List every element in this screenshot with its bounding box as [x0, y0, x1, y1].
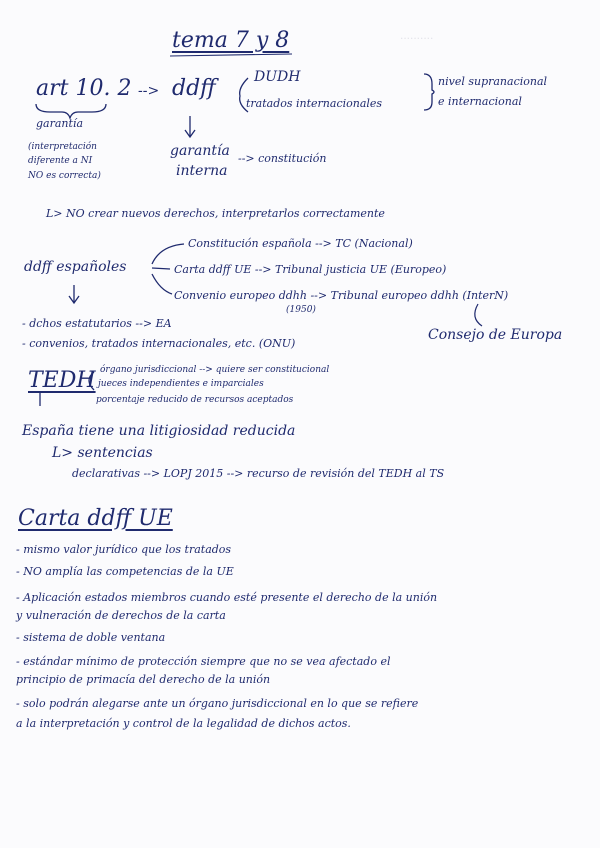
- garantia-label: garantía: [36, 117, 83, 130]
- dudh-label: DUDH: [254, 69, 301, 85]
- carta-bullet-6b: a la interpretación y control de la legalidad de dichos actos.: [16, 717, 351, 730]
- declarativas-line: declarativas --> LOPJ 2015 --> recurso de revisión del TEDH al TS: [72, 467, 445, 480]
- carta-heading: Carta ddff UE: [18, 506, 173, 531]
- carta-bullet-4: - sistema de doble ventana: [16, 631, 166, 644]
- tedh-line-1: órgano jurisdiccional --> quiere ser constitucional: [100, 365, 330, 375]
- tratados-label: tratados internacionales: [246, 97, 383, 110]
- sentencias-label: L> sentencias: [52, 445, 153, 461]
- ddff-espanoles-label: ddff españoles: [24, 259, 127, 275]
- interp-line-2: diferente a NI: [28, 156, 93, 166]
- ddff-label: ddff: [172, 76, 216, 101]
- bullet-convenios: - convenios, tratados internacionales, etc. (ONU): [22, 337, 296, 350]
- bullet-estatutarios: - dchos estatutarios --> EA: [22, 317, 172, 330]
- ddff-item-3: Convenio europeo ddhh --> Tribunal europeo ddhh (InterN): [174, 289, 509, 302]
- tedh-label: TEDH: [28, 368, 96, 393]
- carta-bullet-5b: principio de primacía del derecho de la unión: [16, 673, 271, 686]
- tedh-line-3: porcentaje reducido de recursos aceptados: [96, 395, 294, 405]
- no-crear-note: L> NO crear nuevos derechos, interpretarlos correctamente: [46, 207, 385, 220]
- carta-bullet-3b: y vulneración de derechos de la carta: [16, 609, 226, 622]
- ddff-item-2: Carta ddff UE --> Tribunal justicia UE (Europeo): [174, 263, 447, 276]
- constitucion-label: --> constitución: [238, 152, 327, 165]
- nivel-supranacional: nivel supranacional: [438, 75, 548, 88]
- carta-bullet-1: - mismo valor jurídico que los tratados: [16, 543, 232, 556]
- carta-bullet-6: - solo podrán alegarse ante un órgano jurisdiccional en lo que se refiere: [16, 697, 419, 710]
- carta-bullet-2: - NO amplía las competencias de la UE: [16, 565, 234, 578]
- nivel-internacional: e internacional: [438, 95, 522, 108]
- garantia-interna-2: interna: [176, 163, 228, 179]
- art-label: art 10. 2: [36, 76, 132, 101]
- garantia-interna-1: garantía: [170, 143, 230, 159]
- page-title: tema 7 y 8: [172, 28, 290, 53]
- interp-line-3: NO es correcta): [28, 171, 101, 181]
- bleed-through-text: ..........: [400, 28, 434, 42]
- arrow: -->: [138, 83, 160, 99]
- consejo-europa: Consejo de Europa: [428, 327, 563, 343]
- ddff-item-1: Constitución española --> TC (Nacional): [188, 237, 413, 250]
- convenio-year: (1950): [286, 305, 316, 315]
- carta-bullet-5: - estándar mínimo de protección siempre que no se vea afectado el: [16, 655, 391, 668]
- espana-litigiosidad: España tiene una litigiosidad reducida: [22, 423, 296, 439]
- carta-bullet-3: - Aplicación estados miembros cuando esté presente el derecho de la unión: [16, 591, 438, 604]
- tedh-line-2: jueces independientes e imparciales: [98, 379, 264, 389]
- interp-line-1: (interpretación: [28, 142, 97, 152]
